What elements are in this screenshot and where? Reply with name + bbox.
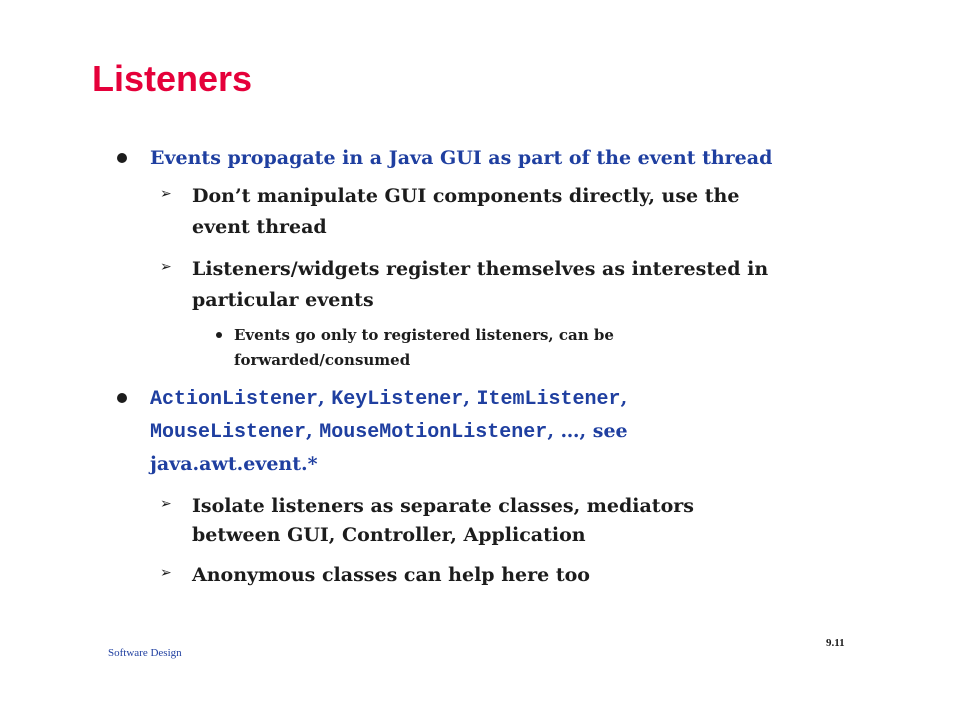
arrow-bullet-icon: ➢ xyxy=(160,259,172,275)
bullet-2-line-3: java.awt.event.* xyxy=(150,453,318,475)
code-action-listener: ActionListener xyxy=(150,388,319,411)
bullet-1-sub-2-line-2: particular events xyxy=(192,289,374,311)
bullet-2-sub-1-line-1: Isolate listeners as separate classes, mediators xyxy=(192,495,694,517)
separator: , xyxy=(620,387,628,409)
bullet-2-sub-1-line-2: between GUI, Controller, Application xyxy=(192,524,586,546)
arrow-bullet-icon: ➢ xyxy=(160,186,172,202)
footer-course-title: Software Design xyxy=(108,647,182,659)
bullet-1-sub-2-line-1: Listeners/widgets register themselves as interested in xyxy=(192,258,769,280)
code-mouse-motion-listener: MouseMotionListener xyxy=(319,421,548,444)
separator: , xyxy=(463,387,477,409)
bullet-2-sub-2-line-1: Anonymous classes can help here too xyxy=(192,564,590,586)
bullet-1-sub-2-sub-1-line-2: forwarded/consumed xyxy=(234,351,411,369)
bullet-1-sub-1-line-2: event thread xyxy=(192,216,327,238)
code-item-listener: ItemListener xyxy=(476,388,621,411)
arrow-bullet-icon: ➢ xyxy=(160,565,172,581)
bullet-dot xyxy=(117,393,127,403)
bullet-dot xyxy=(117,153,127,163)
bullet-2-line-2 xyxy=(150,415,628,449)
arrow-bullet-icon: ➢ xyxy=(160,496,172,512)
slide-number: 9.11 xyxy=(826,637,845,649)
slide-title: Listeners xyxy=(92,58,253,99)
bullet-1-text: Events propagate in a Java GUI as part of the event thread xyxy=(150,147,773,169)
separator: , …, see xyxy=(547,420,628,442)
code-mouse-listener: MouseListener xyxy=(150,421,307,444)
bullet-1-sub-1-line-1: Don’t manipulate GUI components directly, use the xyxy=(192,185,740,207)
code-key-listener: KeyListener xyxy=(331,388,464,411)
separator: , xyxy=(306,420,320,442)
separator: , xyxy=(318,387,332,409)
small-bullet-dot xyxy=(216,332,222,338)
bullet-1-sub-2-sub-1-line-1: Events go only to registered listeners, can be xyxy=(234,326,614,344)
bullet-2-line-1 xyxy=(150,382,627,416)
